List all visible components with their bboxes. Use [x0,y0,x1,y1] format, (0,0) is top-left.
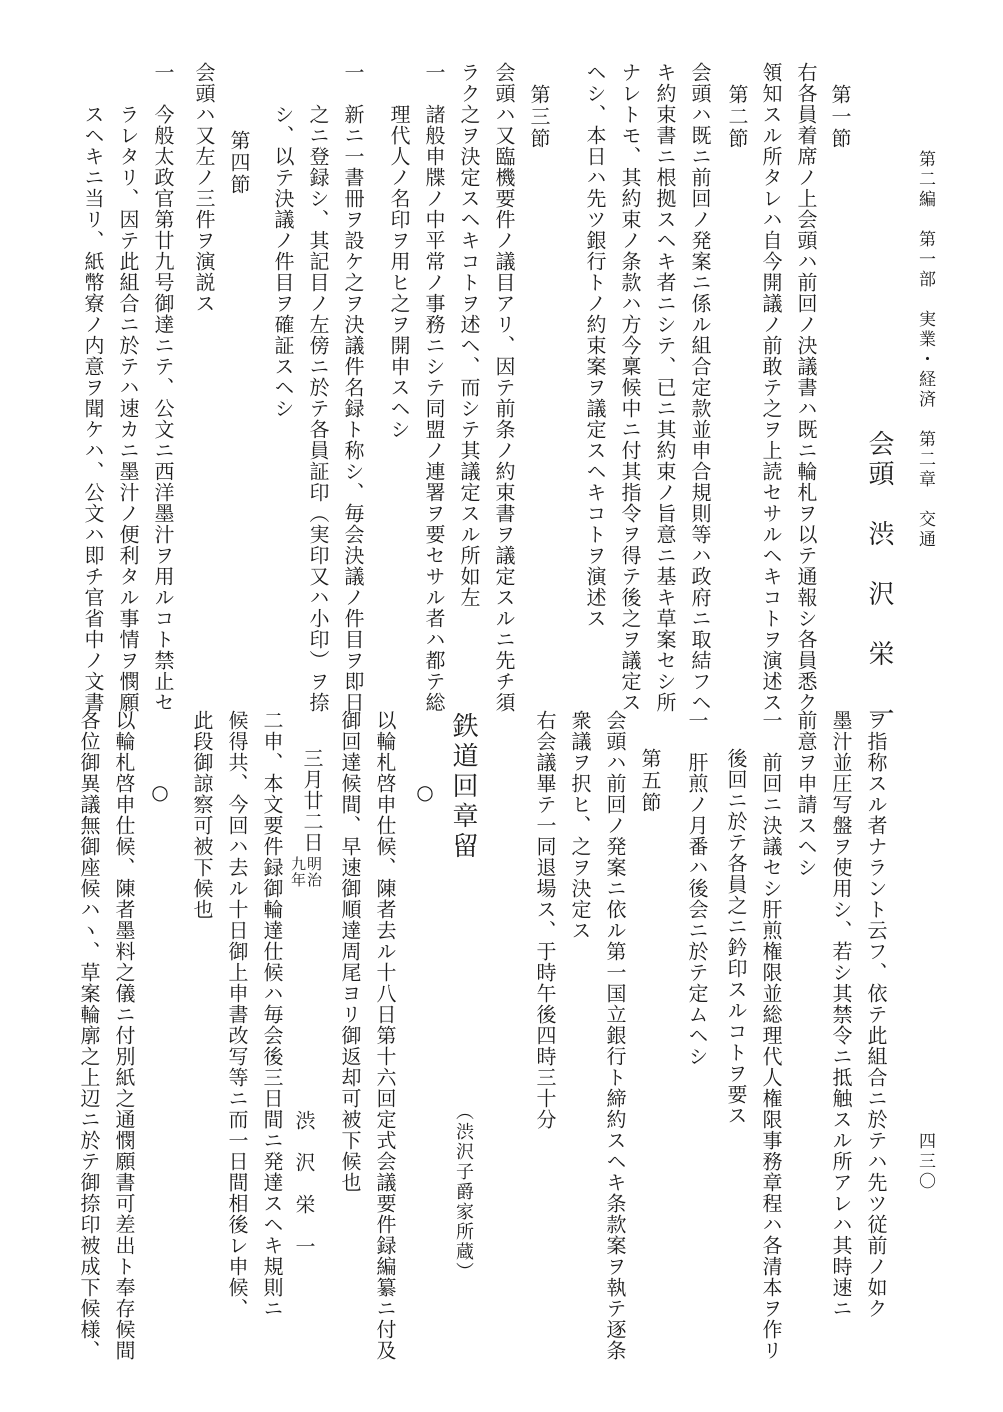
text-line: 以輪札啓申仕候、陳者去ル十八日第十六回定式会議要件録編纂ニ付及 [373,710,397,1361]
section-5-title: 第五節 [638,748,662,814]
text-line: 衆議ヲ択ヒ、之ヲ決定ス [568,710,592,941]
year-label: 九年 [289,856,307,888]
text-line: 墨汁並圧写盤ヲ使用シ、若シ其禁令ニ抵触スル所アレハ其時速ニ [829,710,853,1319]
circle-mark: ○ [413,780,437,805]
circle-mark: ○ [148,780,172,805]
text-line: ラク之ヲ決定スヘキコトヲ述ヘ、而シテ其議定スル所如左 [457,62,481,608]
text-line: 之ニ登録シ、其記目ノ左傍ニ於テ各員証印（実印又ハ小印）ヲ捺 [306,104,330,713]
text-line: スヘキニ当リ、紙幣寮ノ内意ヲ聞ケハ、公文ハ即チ官省中ノ文書 [81,104,105,713]
running-title: 第二編 第一部 実業・経済 第二章 交通 [915,150,935,550]
text-line: ナレトモ、其約束ノ条款ハ方今稟候中ニ付其指令ヲ得テ後之ヲ議定ス [618,62,642,713]
source-note: （渋沢子爵家所蔵） [453,1102,474,1282]
text-line: ヲ指称スル者ナラント云フ、依テ此組合ニ於テハ先ツ従前ノ如ク [864,710,888,1319]
speaker-name: 会頭 渋 沢 栄 一 [864,430,894,730]
text-line: 候得共、今回ハ去ル十日御上申書改写等ニ而一日間相後レ申候、 [225,710,249,1319]
text-line: 二申、本文要件録御輪達仕候ハ毎会後三日間ニ発達スヘキ規則ニ [260,710,284,1319]
date-text: 三月廿二日 [300,748,324,853]
text-line: シ、以テ決議ノ件目ヲ確証スヘシ [271,104,295,419]
page-number: 四三〇 [915,1132,935,1192]
text-line: ヘシ、本日ハ先ツ銀行トノ約束案ヲ議定スヘキコトヲ演述ス [583,62,607,629]
list-item: 一 前回ニ決議セシ肝煎権限並総理代人権限事務章程ハ各清本ヲ作リ [759,710,783,1361]
text-line: 会頭ハ又臨機要件ノ議目アリ、因テ前条ノ約束書ヲ議定スルニ先チ須 [492,62,516,713]
list-item: 一 今般太政官第廿九号御達ニテ、公文ニ西洋墨汁ヲ用ルコト禁止セ [151,62,175,713]
text-line: 会頭ハ前回ノ発案ニ依ル第一国立銀行ト締約スヘキ条款案ヲ執テ逐条 [603,710,627,1361]
text-line: 会頭ハ既ニ前回ノ発案ニ係ル組合定款並申合規則等ハ政府ニ取結フヘ [688,62,712,713]
text-line: 理代人ノ名印ヲ用ヒ之ヲ開申スヘシ [387,104,411,440]
text-line: 以輪札啓申仕候、陳者墨料之儀ニ付別紙之通憫願書可差出ト奉存候間 [112,710,136,1361]
text-line: 右会議畢テ一同退場ス、于時午後四時三十分 [533,710,557,1130]
signer-name: 渋 沢 栄 一 [292,1110,316,1257]
text-line: 御回達候間、早速御順達周尾ヨリ御返却可被下候也 [338,710,362,1193]
text-line: 後回ニ於テ各員之ニ鈐印スルコトヲ要ス [724,748,748,1126]
list-item: 一 肝煎ノ月番ハ後会ニ於テ定ムヘシ [685,710,709,1067]
section-4-title: 第四節 [227,130,251,196]
text-line: キ約束書ニ根拠スヘキ者ニシテ、已ニ其約束ノ旨意ニ基キ草案セシ所 [653,62,677,713]
text-line: ラレタリ、因テ此組合ニ於テハ速カニ墨汁ノ便利タル事情ヲ憫願 [116,104,140,713]
era-label: 明治 [305,856,323,888]
list-item: 一 諸般申牒ノ中平常ノ事務ニシテ同盟ノ連署ヲ要セサル者ハ都テ総 [422,62,446,713]
section-2-title: 第二節 [725,84,749,150]
text-line: 前意ヲ申請スヘシ [794,710,818,878]
text-line: 会頭ハ又左ノ三件ヲ演説ス [192,62,216,314]
list-item: 一 新ニ一書冊ヲ設ケ之ヲ決議件名録ト称シ、毎会決議ノ件目ヲ即日 [341,62,365,713]
text-line: 此段御諒察可被下候也 [190,710,214,920]
section-1-title: 第一節 [828,84,852,150]
text-line: 各位御異議無御座候ハヽ、草案輪廓之上辺ニ於テ御捺印被成下候様、 [77,710,101,1361]
section-3-title: 第三節 [527,84,551,150]
document-title: 鉄道回章留 [448,712,478,862]
text-line: 右各員着席ノ上会頭ハ前回ノ決議書ハ既ニ輪札ヲ以テ通報シ各員悉ク [794,62,818,713]
text-line: 領知スル所タレハ自今開議ノ前敢テ之ヲ上読セサルヘキコトヲ演述ス [759,62,783,713]
